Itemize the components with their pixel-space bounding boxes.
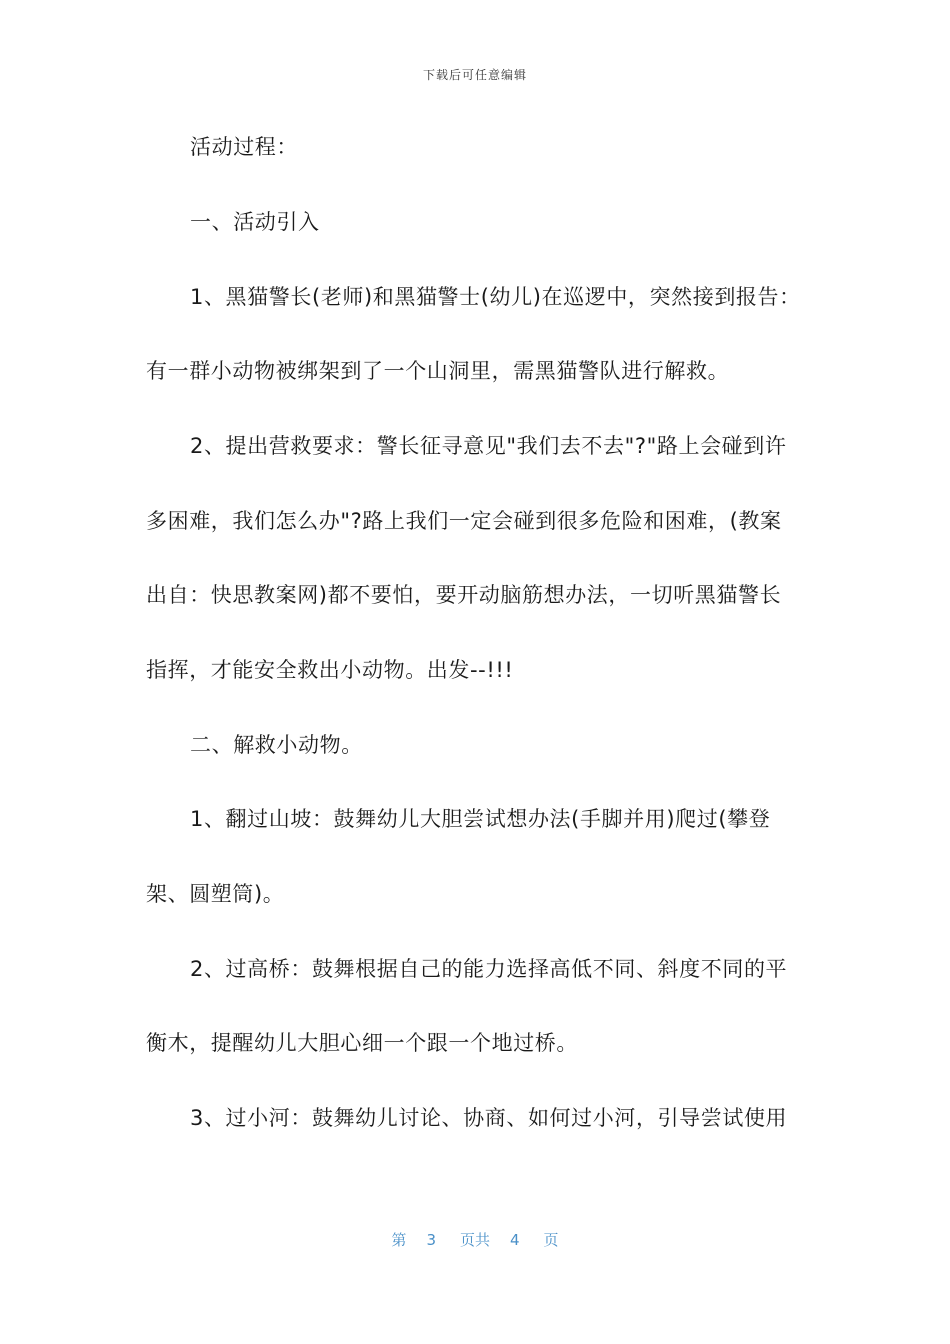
- paragraph-line: 架、圆塑筒)。: [146, 882, 285, 906]
- total-pages-number: 4: [510, 1231, 520, 1249]
- page-header: 下载后可任意编辑: [422, 68, 527, 82]
- paragraph-line: 有一群小动物被绑架到了一个山洞里，需黑猫警队进行解救。: [146, 359, 730, 383]
- page-label-suffix: 页: [543, 1231, 559, 1249]
- page-label-middle: 页共: [459, 1231, 490, 1249]
- paragraph-line: 衡木，提醒幼儿大胆心细一个跟一个地过桥。: [146, 1031, 578, 1055]
- paragraph-line: 出自：快思教案网)都不要怕，要开动脑筋想办法，一切听黑猫警长: [146, 583, 782, 607]
- page-footer: [0, 1229, 950, 1250]
- paragraph-line: 多困难，我们怎么办"?路上我们一定会碰到很多危险和困难，(教案: [146, 509, 782, 533]
- paragraph-line: 2、提出营救要求：警长征寻意见"我们去不去"?"路上会碰到许: [190, 434, 787, 458]
- paragraph-line: 3、过小河：鼓舞幼儿讨论、协商、如何过小河，引导尝试使用: [190, 1106, 788, 1130]
- current-page-number: 3: [426, 1231, 436, 1249]
- section-heading-intro: 一、活动引入: [190, 210, 320, 234]
- page-label-prefix: 第: [391, 1231, 407, 1249]
- paragraph-line: 1、翻过山坡：鼓舞幼儿大胆尝试想办法(手脚并用)爬过(攀登: [190, 807, 771, 831]
- section-heading-process: 活动过程：: [190, 135, 298, 159]
- paragraph-line: 2、过高桥：鼓舞根据自己的能力选择高低不同、斜度不同的平: [190, 957, 788, 981]
- section-heading-rescue: 二、解救小动物。: [190, 733, 363, 757]
- paragraph-line: 指挥，才能安全救出小动物。出发--!!!: [146, 658, 514, 682]
- paragraph-line: 1、黑猫警长(老师)和黑猫警士(幼儿)在巡逻中，突然接到报告：: [190, 285, 801, 309]
